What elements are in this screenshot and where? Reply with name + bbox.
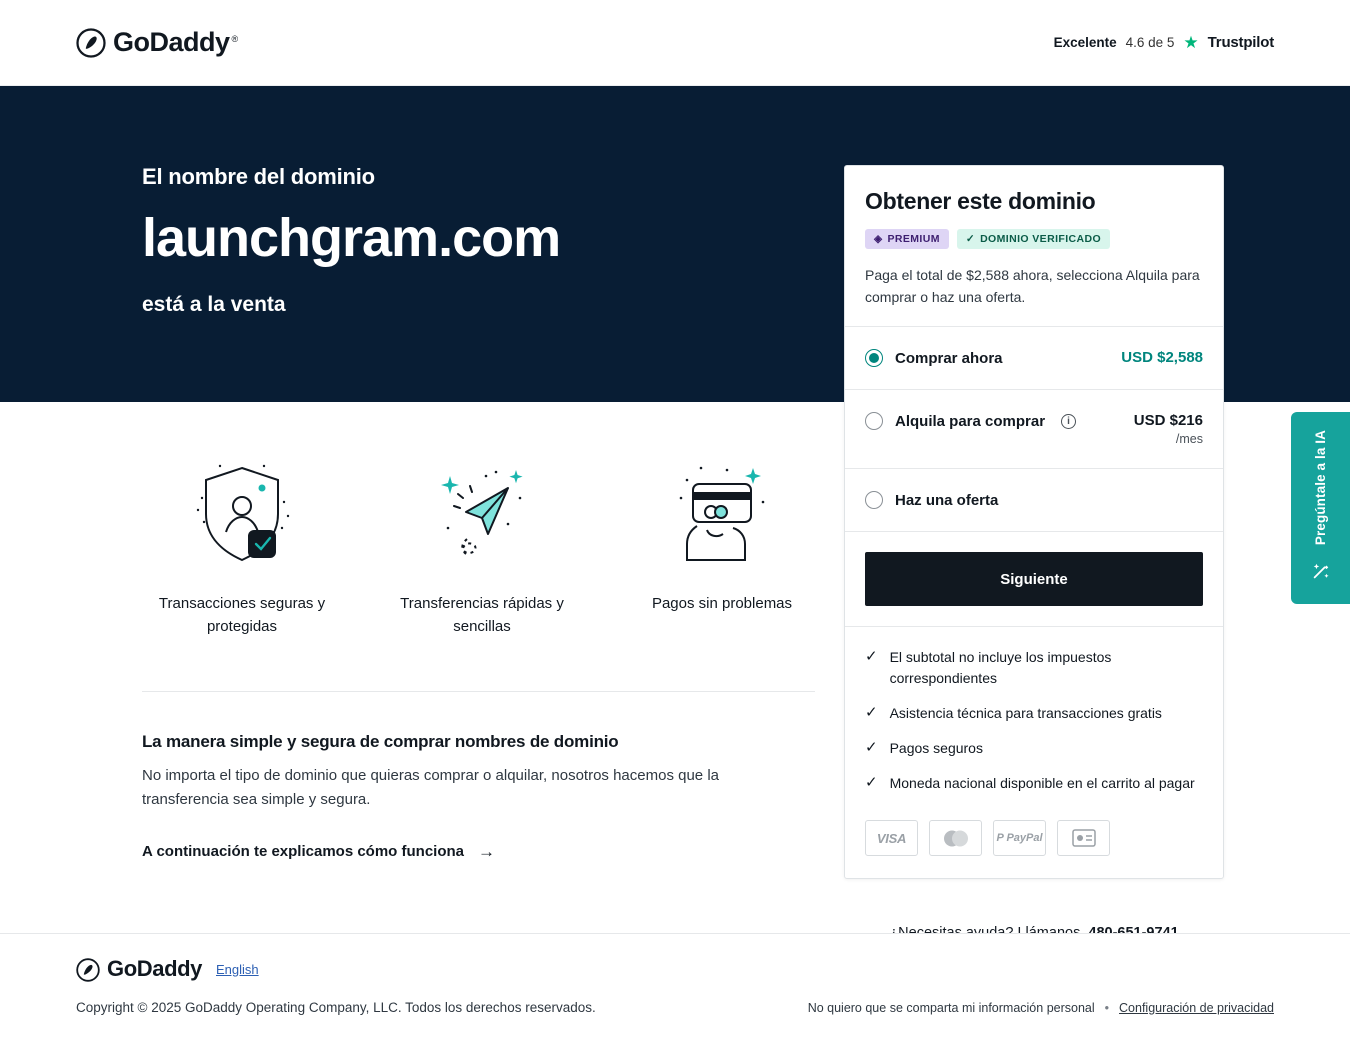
feature-secure-transactions (122, 454, 362, 639)
radio-make-offer[interactable] (865, 491, 883, 509)
option-buy-now[interactable] (845, 327, 1223, 390)
privacy-settings-link[interactable]: Configuración de privacidad (1119, 1000, 1274, 1015)
godaddy-logo[interactable] (76, 27, 238, 58)
purchase-card-description: Paga el total de $2,588 ahora, selecciona Alquila para comprar o haz una oferta. (865, 267, 1200, 305)
copyright-text: Copyright © 2025 GoDaddy Operating Company, LLC. Todos los derechos reservados. (76, 1000, 596, 1015)
hand-card-icon (602, 454, 842, 574)
godaddy-logo-tm: ® (231, 34, 239, 44)
perk-text: El subtotal no incluye los impuestos correspondientes (889, 649, 1112, 687)
option-lease-price-wrap (1134, 412, 1203, 446)
check-icon: ✓ (865, 774, 878, 792)
godaddy-mark-icon (76, 28, 106, 58)
trust-score: 4.6 de 5 (1125, 35, 1175, 50)
privacy-row (808, 1001, 1274, 1015)
option-offer-label: Haz una oferta (895, 491, 999, 509)
purchase-card (844, 165, 1224, 879)
paypal-label: P PayPal (996, 832, 1043, 845)
option-lease-left (865, 412, 1076, 430)
cta-wrapper (845, 532, 1223, 627)
option-lease-label: Alquila para comprar (895, 412, 1046, 430)
payment-methods (845, 814, 1223, 878)
godaddy-logo-text: GoDaddy (113, 27, 230, 57)
perk-text: Pagos seguros (889, 740, 983, 757)
site-footer (0, 933, 1350, 1045)
blurb-title: La manera simple y segura de comprar nombres de dominio (142, 731, 619, 751)
feature-label: Transacciones seguras y protegidas (158, 595, 326, 636)
option-make-offer[interactable] (845, 469, 1223, 532)
purchase-card-title: Obtener este dominio (865, 188, 1096, 214)
check-icon: ✓ (865, 739, 878, 757)
blurb-body: No importa el tipo de dominio que quieras comprar o alquilar, nosotros hacemos que la transferencia sea simple y segura. (142, 766, 719, 808)
next-button[interactable]: Siguiente (865, 552, 1203, 606)
trustpilot-name: Trustpilot (1207, 34, 1274, 51)
perk-text: Moneda nacional disponible en el carrito al pagar (889, 775, 1195, 792)
hero-subtitle: está a la venta (142, 292, 286, 316)
option-buy-now-price-wrap (1121, 349, 1203, 366)
features-row (122, 454, 845, 639)
check-circle-icon: ✓ (965, 233, 976, 245)
trustpilot-star-icon: ★ (1183, 33, 1199, 52)
main-content (0, 454, 845, 862)
option-buy-now-price: USD $2,588 (1121, 349, 1203, 367)
option-lease-period: /mes (1175, 432, 1203, 447)
footer-logo-text: GoDaddy (107, 956, 202, 981)
how-it-works-label: A continuación te explicamos cómo funciona (142, 843, 464, 860)
separator-dot: • (1104, 1000, 1110, 1015)
status-badge-premium (865, 229, 949, 249)
option-buy-now-label: Comprar ahora (895, 349, 1003, 367)
perk-item (865, 773, 1203, 794)
footer-bottom (76, 1000, 1274, 1015)
option-lease-to-own[interactable] (845, 390, 1223, 469)
radio-lease-to-own[interactable] (865, 412, 883, 430)
privacy-note: No quiero que se comparta mi información personal (807, 1000, 1095, 1015)
shield-check-icon (122, 454, 362, 574)
verified-badge-label: DOMINIO VERIFICADO (980, 233, 1102, 245)
option-offer-left (865, 491, 998, 509)
status-badge-verified (957, 229, 1110, 249)
feature-label: Pagos sin problemas (651, 595, 793, 612)
paypal-icon (993, 820, 1046, 856)
perk-item (865, 647, 1203, 689)
feature-easy-payments (602, 454, 842, 639)
ask-ai-label: Pregúntale a la IA (1313, 429, 1328, 546)
feature-fast-transfers (362, 454, 602, 639)
diamond-icon: ◈ (874, 233, 883, 245)
mastercard-icon (929, 820, 982, 856)
hero-kicker: El nombre del dominio (142, 164, 375, 189)
arrow-right-icon: → (478, 841, 495, 861)
perks-list (845, 627, 1223, 814)
hero-domain-name: launchgram.com (142, 208, 561, 268)
paper-plane-icon (362, 454, 602, 574)
trust-word: Excelente (1053, 35, 1117, 50)
visa-icon (865, 820, 918, 856)
visa-label: VISA (876, 830, 907, 846)
perk-item (865, 703, 1203, 724)
premium-badge-label: PREMIUM (887, 233, 940, 245)
perk-text: Asistencia técnica para transacciones gratis (889, 705, 1162, 722)
check-icon: ✓ (865, 704, 878, 722)
footer-top (76, 956, 1274, 982)
perk-item (865, 738, 1203, 759)
feature-label: Transferencias rápidas y sencillas (400, 595, 564, 636)
how-it-works-link[interactable] (142, 842, 495, 862)
language-selector[interactable]: English (216, 961, 259, 977)
option-lease-price: USD $216 (1133, 412, 1203, 430)
godaddy-mark-icon (76, 958, 100, 982)
trustpilot-rating[interactable] (1054, 34, 1274, 51)
radio-buy-now[interactable] (865, 349, 883, 367)
option-buy-now-left (865, 349, 1003, 367)
info-blurb (122, 692, 802, 862)
sparkle-wand-icon (1311, 561, 1331, 586)
footer-godaddy-logo[interactable] (76, 956, 202, 982)
site-header (0, 0, 1350, 86)
badge-row (865, 229, 1203, 249)
check-icon: ✓ (865, 648, 878, 666)
bank-transfer-icon (1057, 820, 1110, 856)
ask-ai-tab[interactable] (1291, 412, 1350, 604)
purchase-card-header (845, 166, 1223, 327)
info-icon[interactable]: i (1061, 414, 1076, 429)
